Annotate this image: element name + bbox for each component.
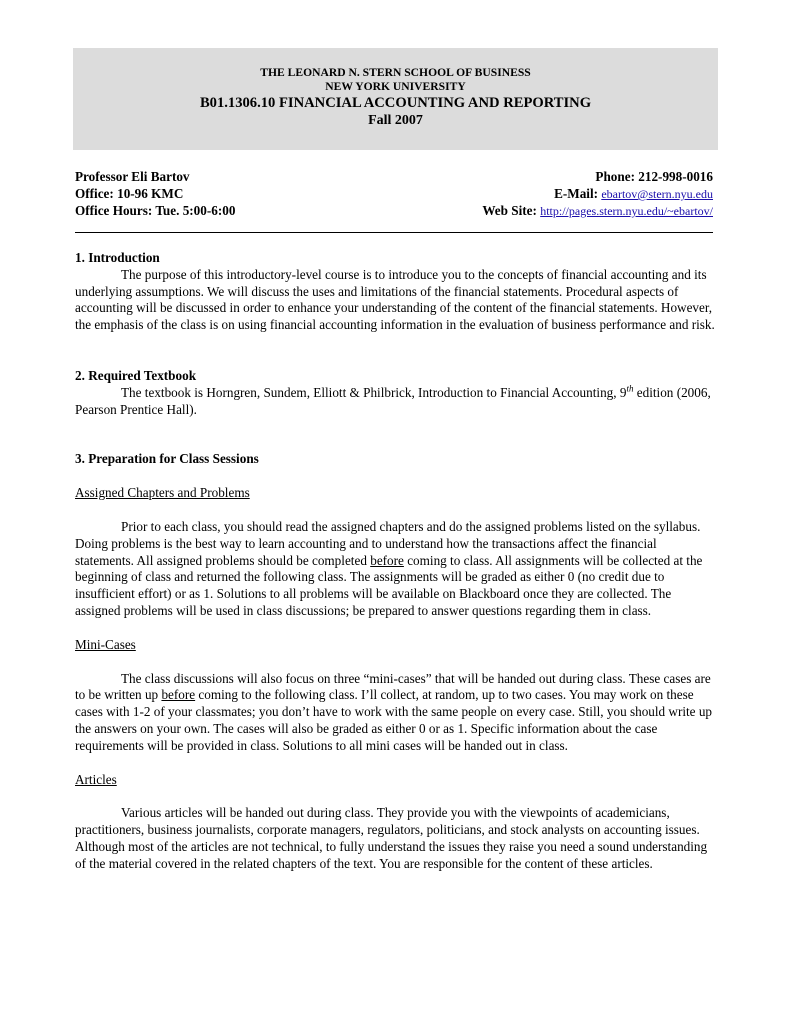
mini-cases-subheading: Mini-Cases bbox=[75, 636, 136, 652]
email-line bbox=[554, 185, 713, 202]
prep-heading: 3. Preparation for Class Sessions bbox=[75, 451, 259, 467]
phone-number: Phone: 212-998-0016 bbox=[595, 169, 713, 184]
mini-cases-paragraph bbox=[75, 671, 715, 755]
textbook-heading: 2. Required Textbook bbox=[75, 367, 197, 383]
contact-info bbox=[75, 168, 713, 219]
textbook-text: The textbook is Horngren, Sundem, Elliott & Philbrick, Introduction to Financial Accounting, 9 bbox=[121, 384, 627, 400]
divider-line bbox=[75, 232, 713, 233]
articles-paragraph: Various articles will be handed out during class. They provide you with the viewpoints of academicians, practitioners, business journalists, corporate managers, regulators, politicians, and stock analysts on accounting issues. Although most of the articles are not technical, to fully understand the issues they raise you need a sound understanding of the material covered in the related chapters of the text. You are responsible for the content of these articles. bbox=[75, 805, 708, 871]
intro-paragraph: The purpose of this introductory-level course is to introduce you to the concepts of financial accounting and its underlying assumptions. We will discuss the uses and limitations of the financial statements. Procedural aspects of accounting will be discussed in order to enhance your understanding of the content of the financial statements. However, the emphasis of the class is on using financial accounting information in the evaluation of business performance and risk. bbox=[75, 266, 715, 333]
assigned-emphasis: before bbox=[370, 552, 404, 568]
edition-superscript: th bbox=[626, 383, 634, 394]
articles-subheading: Articles bbox=[75, 771, 117, 787]
office-location: Office: 10-96 KMC bbox=[75, 186, 184, 201]
course-term: Fall 2007 bbox=[368, 113, 423, 128]
email-link[interactable]: ebartov@stern.nyu.edu bbox=[601, 187, 713, 201]
website-label: Web Site: bbox=[482, 203, 541, 218]
assigned-text-2: coming to class. All assignments will be collected at the beginning of class and returned the following class. The assignments will be graded as either 0 (no credit due to insufficient effort) or as 1. Solutions to all problems will be available on Blackboard once they are collected. The assigned problems will be used in class discussions; be prepared to answer questions regarding them in class. bbox=[75, 552, 703, 618]
textbook-paragraph bbox=[75, 385, 715, 419]
course-title: B01.1306.10 FINANCIAL ACCOUNTING AND REPORTING bbox=[199, 95, 592, 111]
mini-text-1: The class discussions will also focus on three “mini-cases” that will be handed out during class. These cases are to be written up bbox=[75, 670, 711, 703]
university-name: NEW YORK UNIVERSITY bbox=[325, 80, 466, 93]
intro-heading: 1. Introduction bbox=[75, 250, 160, 265]
office-hours: Office Hours: Tue. 5:00-6:00 bbox=[75, 203, 236, 218]
website-link[interactable]: http://pages.stern.nyu.edu/~ebartov/ bbox=[540, 204, 713, 218]
professor-name: Professor Eli Bartov bbox=[75, 169, 190, 184]
mini-emphasis: before bbox=[161, 687, 196, 703]
syllabus-body bbox=[75, 250, 715, 873]
course-header bbox=[73, 48, 718, 150]
assigned-subheading: Assigned Chapters and Problems bbox=[75, 485, 250, 501]
email-label: E-Mail: bbox=[554, 186, 602, 201]
mini-text-2: coming to the following class. I’ll collect, at random, up to two cases. You may work on these cases with 1-2 of your classmates; you don’t have to work with the same people on every case. Still, you should write up the answers on your own. The cases will also be graded as either 0 or as 1. Specific information about the case requirements will be provided in class. Solutions to all mini cases will be handed out in class. bbox=[75, 687, 713, 753]
website-line bbox=[482, 202, 713, 219]
assigned-paragraph bbox=[75, 519, 715, 620]
assigned-text-1: Prior to each class, you should read the assigned chapters and do the assigned problems listed on the syllabus. Doing problems is the best way to learn accounting and to understand how the transactions affect the financial statements. All assigned problems should be completed bbox=[75, 518, 701, 568]
school-name: THE LEONARD N. STERN SCHOOL OF BUSINESS bbox=[260, 66, 531, 79]
textbook-text-end: edition (2006, Pearson Prentice Hall). bbox=[75, 384, 711, 417]
